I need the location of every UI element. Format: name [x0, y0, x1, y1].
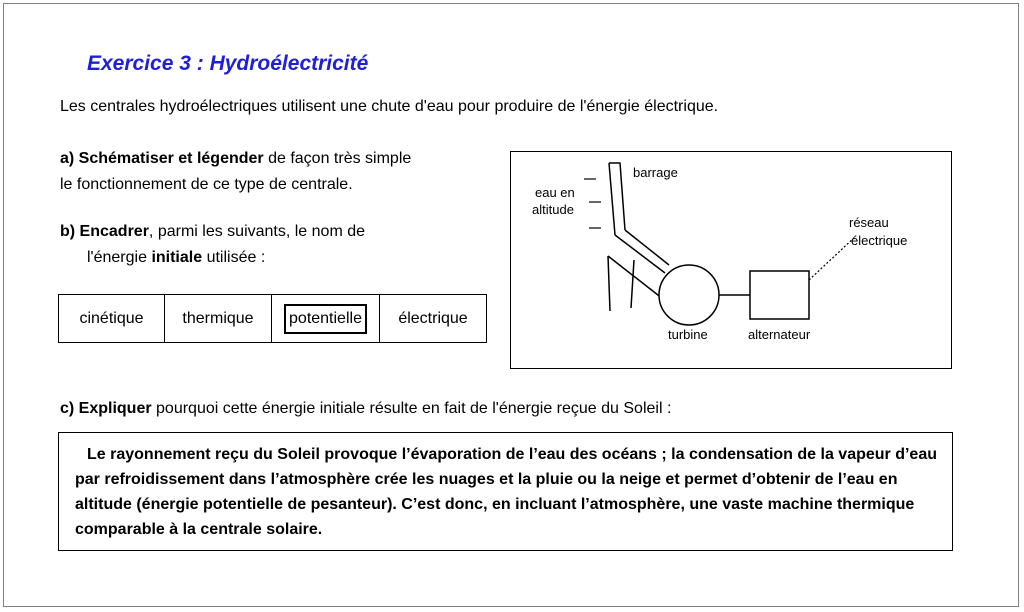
alternator-icon: [750, 271, 809, 319]
dam-front: [609, 163, 615, 235]
hydro-plant-diagram: [510, 151, 952, 369]
selected-energy-box: potentielle: [284, 304, 367, 334]
energy-option-electrique[interactable]: électrique: [380, 295, 487, 343]
dam-base: [631, 260, 634, 308]
energy-option-thermique[interactable]: thermique: [165, 295, 272, 343]
diagram-svg: [511, 152, 953, 370]
label-alternateur: alternateur: [748, 327, 811, 342]
energy-choices-table: [58, 294, 487, 343]
intro-text: Les centrales hydroélectriques utilisent une chute d'eau pour produire de l'énergie électrique.: [60, 98, 719, 115]
question-c-text: pourquoi cette énergie initiale résulte en fait de l'énergie reçue du Soleil :: [151, 400, 672, 417]
question-a-text-1: de façon très simple: [263, 150, 412, 167]
label-barrage: barrage: [633, 165, 678, 180]
question-c: [60, 396, 671, 422]
question-b: [60, 219, 470, 271]
question-a-text-2: le fonctionnement de ce type de centrale.: [60, 176, 353, 193]
label-reseau: réseau: [849, 215, 889, 230]
answer-box: Le rayonnement reçu du Soleil provoque l’évaporation de l’eau des océans ; la condensation de la vapeur d’eau par refroidissement dans l’atmosphère crée les nuages et la pluie ou la neige et permet d’obtenir de l’eau en altitude (énergie potentielle de pesanteur). C’est donc, en incluant l’atmosphère, une vaste machine thermique comparable à la centrale solaire.: [58, 432, 953, 551]
question-c-label: c) Expliquer: [60, 400, 152, 417]
question-b-text-2: l'énergie: [87, 249, 152, 266]
exercise-title: Exercice 3 : Hydroélectricité: [87, 52, 369, 75]
grid-dotted-line: [809, 236, 856, 280]
question-a-label: a) Schématiser et légender: [60, 150, 264, 167]
label-eau-en: eau en: [535, 185, 575, 200]
energy-option-cinetique[interactable]: cinétique: [59, 295, 165, 343]
penstock-wall: [608, 256, 610, 311]
label-electrique: électrique: [851, 233, 908, 248]
question-b-label: b) Encadrer: [60, 223, 149, 240]
energy-option-potentielle[interactable]: [272, 295, 380, 343]
question-b-text-1: , parmi les suivants, le nom de: [148, 223, 366, 240]
turbine-icon: [659, 265, 719, 325]
question-a: [60, 146, 470, 198]
label-turbine: turbine: [668, 327, 708, 342]
penstock-bottom: [608, 256, 663, 299]
label-altitude: altitude: [532, 202, 574, 217]
question-b-text-3: utilisée :: [202, 249, 266, 266]
question-b-emphasis: initiale: [151, 249, 203, 266]
